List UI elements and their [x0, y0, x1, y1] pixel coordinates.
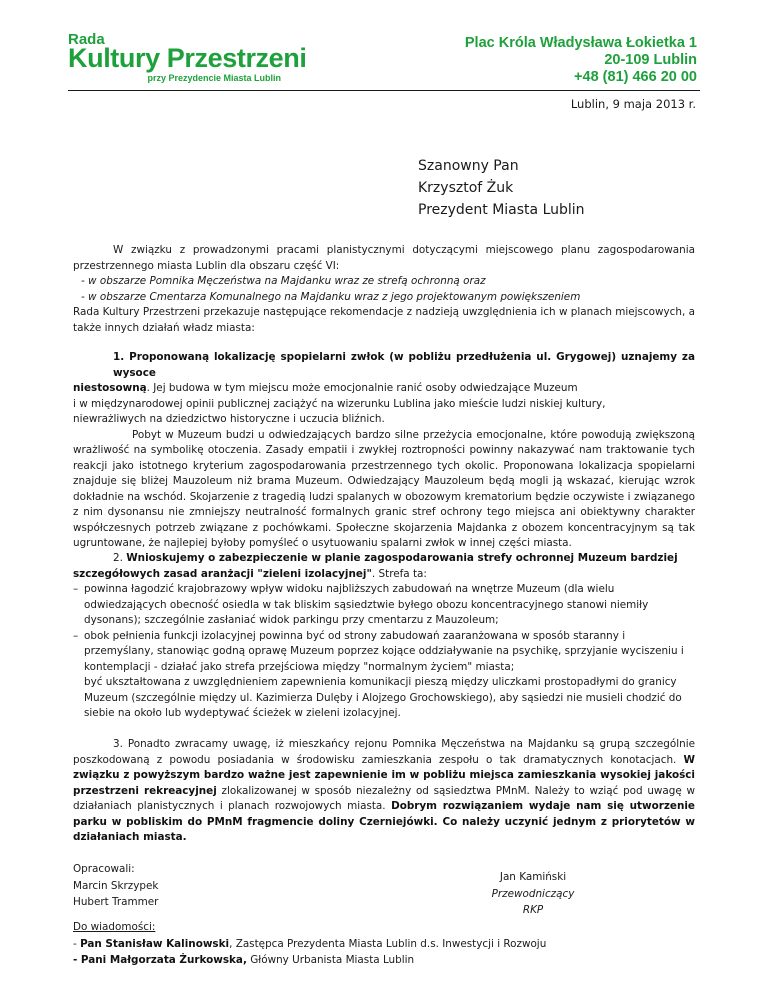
section-1-heading-line-1: 1. Proponowaną lokalizację spopielarni zwłok (w pobliżu przedłużenia ul. Grygowej) uznajemy za wysoce	[113, 351, 695, 379]
addressee-title: Prezydent Miasta Lublin	[418, 202, 585, 218]
contact-phone: +48 (81) 466 20 00	[574, 69, 697, 85]
section-2-bullet-1-text: powinna łagodzić krajobrazowy wpływ widoku najbliższych zabudowań na wnętrze Muzeum (dla wielu odwiedzających obecność osiedla w tak bliskim sąsiedztwie byłego obozu koncentracyjnego stanowi niemiły dysonans); szczególnie zasłaniać widok parkingu przy cmentarzu z Mauzoleum;	[84, 583, 649, 626]
chair-name: Jan Kamiński	[499, 871, 567, 883]
council-logo	[68, 31, 307, 84]
section-2-heading-rest: . Strefa ta:	[371, 567, 427, 580]
bullet-dash: –	[73, 583, 79, 595]
author-1: Marcin Skrzypek	[73, 879, 159, 892]
intro-item-1: - w obszarze Pomnika Męczeństwa na Majdanku wraz ze strefą ochronną oraz	[81, 275, 486, 287]
chair-title: Przewodniczący RKP	[491, 887, 575, 916]
prepared-by-block	[73, 861, 158, 911]
intro-item-2: - w obszarze Cmentarza Komunalnego na Majdanku wraz z jego projektowanym powiększeniem	[81, 290, 581, 303]
contact-postal: 20-109 Lublin	[604, 52, 697, 68]
section-2-bullet-2-cont: być ukształtowana z uwzględnieniem zapewnienia komunikacji pieszą między uliczkami prostopadłymi do granicy Muzeum (szczególnie między ul. Kazimierza Dulęby i Alojzego Grochowskiego), aby sąsiedzi nie musieli chodzić do siebie na około lub wydeptywać ścieżek w zieleni izolacyjnej.	[84, 676, 682, 719]
cc-recipient-2-name: - Pani Małgorzata Żurkowska,	[73, 954, 247, 966]
section-1-line-1	[73, 381, 695, 397]
section-2-heading	[73, 551, 695, 567]
section-1	[73, 350, 695, 552]
section-2	[73, 551, 695, 722]
contact-street: Plac Króla Władysława Łokietka 1	[464, 35, 697, 51]
header-rule	[68, 90, 700, 91]
cc-recipient-1-role: , Zastępca Prezydenta Miasta Lublin d.s. Inwestycji i Rozwoju	[229, 937, 547, 950]
cc-recipient-2-role: Główny Urbanista Miasta Lublin	[246, 954, 415, 966]
section-3-paragraph	[73, 737, 695, 846]
section-3	[73, 737, 695, 846]
contact-block	[465, 35, 697, 86]
cc-label: Do wiadomości:	[73, 921, 156, 933]
intro-block	[73, 243, 695, 336]
section-1-line-3: niewrażliwych na dziedzictwo historyczne i uczucia bliźnich.	[73, 413, 385, 425]
cc-recipient-1	[73, 936, 546, 953]
cc-recipient-1-name: Pan Stanisław Kalinowski	[80, 937, 230, 950]
section-3-text-2: zlokalizowanej w sposób niezależny od sąsiedztwa PMnM. Należy to wziąć pod uwagę w działaniach planistycznych i planach rozwojowych miasta.	[73, 784, 695, 812]
section-2-bullet-1	[73, 582, 695, 629]
addressee-name: Krzysztof Żuk	[418, 180, 514, 196]
author-2: Hubert Trammer	[73, 896, 159, 908]
intro-text: W związku z prowadzonymi pracami planistycznymi dotyczącymi miejscowego planu zagospodarowania przestrzennego miasta Lublin dla obszaru część VI:	[73, 244, 695, 272]
section-2-bullet-2-text: obok pełnienia funkcji izolacyjnej powinna być od strony zabudowań zaaranżowana w sposób staranny i przemyślany, stanowiąc godną oprawę Muzeum poprzez kojące oddziaływanie na psychikę, sprzyjanie wyciszeniu i kontemplacji - działać jako strefa przejściowa między "normalnym życiem" miasta;	[84, 629, 684, 673]
section-1-line-1-rest: . Jej budowa w tym miejscu może emocjonalnie ranić osoby odwiedzające Muzeum	[146, 382, 578, 394]
chair-signature	[483, 869, 583, 919]
logo-line-1: Rada	[68, 31, 105, 48]
addressee-block	[418, 155, 585, 221]
cc-block	[73, 919, 546, 969]
cc-recipient-2	[73, 952, 546, 969]
logo-line-2: Kultury Przestrzeni	[68, 43, 307, 73]
section-3-bold-1: W związku z powyższym bardzo ważne jest zapewnienie im w pobliżu miejsca zamieszkania wysokiej jakości przestrzeni rekreacyjnej	[73, 753, 695, 797]
section-2-heading-line-1: Wnioskujemy o zabezpieczenie w planie zagospodarowania strefy ochronnej Muzeum bardziej	[126, 552, 678, 564]
logo-line-3: przy Prezydencie Miasta Lublin	[147, 73, 281, 83]
bullet-dash: –	[73, 629, 79, 642]
section-1-paragraph-2: Pobyt w Muzeum budzi u odwiedzających bardzo silne przeżycia emocjonalne, które powodują zwiększoną wrażliwość na symbolikę otoczenia. Zasady empatii i zwykłej roztropności powinny nakazywać nam traktowanie tych reakcji jako istotnego kryterium zagospodarowania przestrzennego tych okolic. Proponowana lokalizacja spopielarni znajduje się bliżej Mauzoleum niż brama Muzeum. Odwiedzający Mauzoleum będą mogli ją wskazać, kierując wzrok dokładnie na wschód. Skojarzenie z tragedią ludzi spalanych w obozowym krematorium będzie oczywiste i związanego z nim dysonansu nie zmniejszy neutralność formalnych granic stref ochrony tego miejsca ani obiektywny charakter współczesnych potrzeb związane z pochówkami. Społeczne skojarzenia Majdanka z obozem koncentracyjnym są tak ugruntowane, że najlepiej byłoby pomyśleć o usytuowaniu spalarni zwłok w innej części miasta.	[73, 428, 695, 549]
section-3-bold-2: Dobrym rozwiązaniem wydaje nam się utworzenie parku w pobliskim do PMnM fragmencie doliny Czerniejówki. Co należy uczynić jednym z priorytetów w działaniach miasta.	[73, 800, 695, 843]
prepared-label: Opracowali:	[73, 863, 135, 875]
section-2-number: 2.	[113, 552, 127, 564]
section-2-heading-line-2: szczegółowych zasad aranżacji "zieleni izolacyjnej"	[73, 567, 372, 580]
section-2-heading-cont	[73, 567, 695, 583]
section-3-text-1: 3. Ponadto zwracamy uwagę, iż mieszkańcy rejonu Pomnika Męczeństwa na Majdanku są grupą szczególnie poszkodowaną z powodu posiadania w środowisku zamieszkania zespołu o tak dramatycznych konotacjach.	[73, 738, 695, 766]
intro-closing: Rada Kultury Przestrzeni przekazuje następujące rekomendacje z nadzieją uwzględnienia ich w planach miejscowych, a także innych działań władz miasta:	[73, 306, 695, 334]
section-1-heading	[73, 350, 695, 381]
section-2-bullet-2	[73, 629, 695, 676]
addressee-salutation: Szanowny Pan	[418, 158, 519, 174]
section-1-heading-line-2: niestosowną	[73, 382, 147, 394]
section-1-line-2: i w międzynarodowej opinii publicznej zaciążyć na wizerunku Lublina jako mieście ludzi niskiej kultury,	[73, 397, 606, 410]
letter-date: Lublin, 9 maja 2013 r.	[570, 97, 696, 111]
cc-recipient-1-prefix: -	[73, 937, 81, 950]
